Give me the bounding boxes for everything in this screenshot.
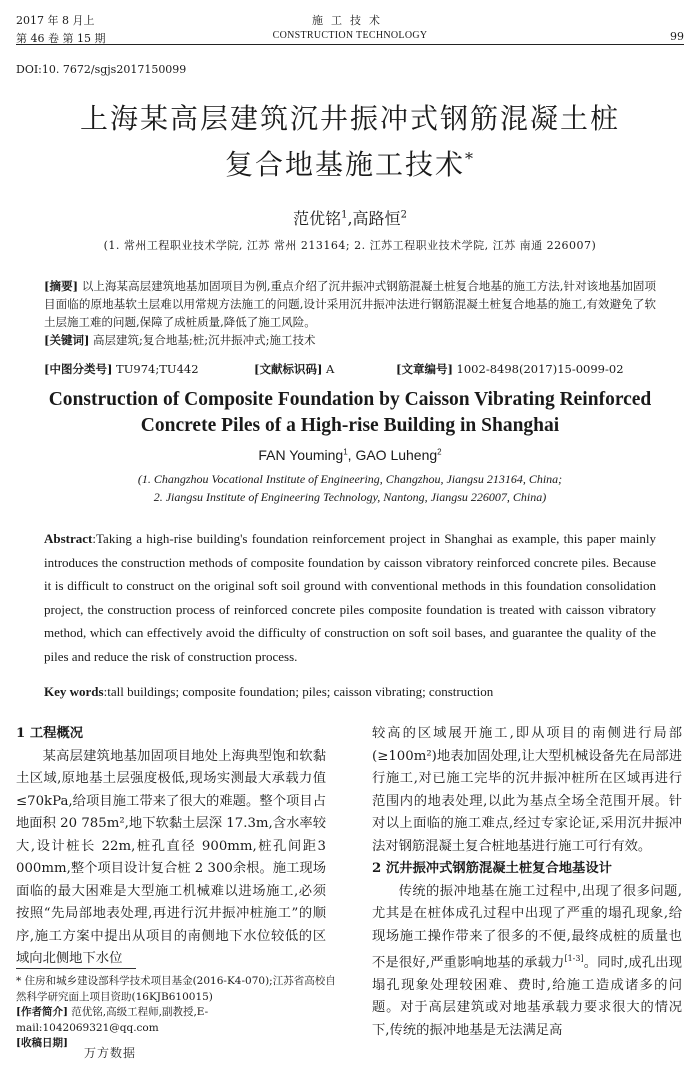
title-en-line2: Concrete Piles of a High-rise Building in Shanghai (140, 415, 560, 436)
author-affil-mark: 1 (341, 209, 348, 221)
section-2-paragraph (372, 881, 682, 1043)
clc-field (44, 361, 199, 377)
section-1-paragraph: 某高层建筑地基加固项目地处上海典型饱和软黏土区域,原地基土层强度极低,现场实测最大承载力值≤70kPa,给项目施工带来了很大的难题。整个项目占地面积 20 785m²,地下软黏土层深 17.3m,含水率较大,设计桩长 22m,桩孔直径 900mm,桩孔间距3 000mm,整个项目设计复合桩 2 300余根。施工现场面临的最大困难是大型施工机械难以进场施工,必须按照“先局部地表处理,再进行沉井振冲桩施工”的顺序,施工方案中提出从项目的南侧地下水位较低的区域向北侧地下水位 (16, 748, 326, 966)
affiliation-cn: (1. 常州工程职业技术学院, 江苏 常州 213164; 2. 江苏工程职业技术学院, 江苏 南通 226007) (103, 239, 597, 252)
section-2-text: 传统的振冲地基在施工过程中,出现了很多问题,尤其是在桩体成孔过程中出现了严重的塌孔现象,给现场施工操作带来了很多的不便,最终成桩的质量也不是很好,严重影响地基的承载力 (372, 883, 682, 971)
classification-row (44, 361, 656, 379)
keywords-en-label: Key words (44, 684, 104, 699)
author-name: 范优铭 (293, 209, 342, 228)
title-cn-line1: 上海某高层建筑沉井振冲式钢筋混凝土桩 (79, 102, 620, 135)
section-2-text: 。同时,成孔出现塌孔现象处理较困难、费时,给施工造成诸多的问题。对于高层建筑或对地基承载力要求很大的情况下,传统的振冲地基是无法满足高 (372, 955, 682, 1038)
fund-note: * 住房和城乡建设部科学技术项目基金(2016-K4-070);江苏省高校自然科学研究面上项目资助(16KJB610015) (16, 975, 336, 1003)
page-number: 99 (670, 30, 684, 43)
doc-code-field (254, 361, 334, 377)
affiliation-en (0, 470, 700, 506)
section-1-heading: 1 工程概况 (16, 726, 84, 741)
header-rule (16, 44, 684, 45)
body-column-right (372, 723, 682, 1042)
author-affil-mark: 2 (437, 447, 442, 457)
abstract-en-text: Taking a high-rise building's foundation reinforcement project in Shanghai as example, this paper mainly introduces the construction methods of composite foundation by caisson vibratory reinforced concrete piles. Because it is difficult to construct on the original soft soil ground with conventional methods in this foundation consolidation project, the construction process of reinforced concrete piles composite foundation is treated with caisson vibratory method, which can effectively avoid the difficulty of construction on soft soil bases, and guarantee the quality of the piles and reduce the risk of construction process. (44, 531, 656, 664)
received-date-label: [收稿日期] (16, 1037, 68, 1049)
title-en (30, 387, 670, 439)
authors-cn (0, 206, 700, 229)
author-separator: , (347, 209, 353, 228)
issue-date: 2017 年 8 月上 (16, 14, 95, 27)
keywords-cn-label: [关键词] (44, 333, 90, 347)
body-column-left (16, 723, 326, 971)
journal-title-cn: 施工技术 (312, 14, 388, 27)
abstract-en-label: Abstract (44, 531, 93, 546)
title-cn-line2: 复合地基施工技术 (224, 148, 465, 181)
clc-value: TU974;TU442 (116, 362, 199, 376)
author-separator: , (347, 447, 356, 463)
affiliation-en-line1: (1. Changzhou Vocational Institute of Engineering, Changzhou, Jiangsu 213164, China; (137, 472, 563, 486)
citation-ref[interactable]: [1-3] (564, 954, 584, 963)
title-en-line1: Construction of Composite Foundation by Caisson Vibrating Reinforced (48, 389, 652, 410)
doc-code-value: A (326, 362, 335, 376)
author-name: 高路恒 (352, 209, 401, 228)
authors-en (0, 447, 700, 463)
author-affil-mark: 1 (343, 447, 348, 457)
doi[interactable]: DOI:10. 7672/sgjs2017150099 (16, 63, 187, 76)
author-name-en: GAO Luheng (355, 447, 438, 463)
author-name-en: FAN Youming (258, 447, 344, 463)
article-number-label: [文章编号] (396, 362, 453, 376)
section-2-heading: 2 沉井振冲式钢筋混凝土桩复合地基设计 (372, 861, 612, 876)
doc-code-label: [文献标识码] (254, 362, 323, 376)
abstract-cn (44, 277, 656, 349)
author-bio: 范优铭,高级工程师,副教授,E-mail:1042069321@qq.com (16, 1006, 209, 1034)
title-cn (0, 96, 700, 188)
keywords-cn-text: 高层建筑;复合地基;桩;沉井振冲式;施工技术 (93, 333, 316, 347)
affiliation-en-line2: 2. Jiangsu Institute of Engineering Technology, Nantong, Jiangsu 226007, China) (153, 490, 547, 504)
footnotes (16, 974, 336, 1052)
article-number-value: 1002-8498(2017)15-0099-02 (456, 362, 624, 376)
author-bio-label: [作者简介] (16, 1006, 68, 1018)
keywords-en: Key words:tall buildings; composite foundation; piles; caisson vibrating; construction (44, 684, 494, 699)
watermark: 万方数据 (84, 1046, 137, 1060)
keywords-en-text: tall buildings; composite foundation; piles; caisson vibrating; construction (107, 684, 494, 699)
author-affil-mark: 2 (400, 209, 407, 221)
title-fund-mark: * (465, 149, 475, 168)
abstract-cn-label: [摘要] (44, 279, 79, 293)
article-number-field (396, 361, 624, 377)
abstract-cn-text: 以上海某高层建筑地基加固项目为例,重点介绍了沉井振冲式钢筋混凝土桩复合地基的施工方法,针对该地基加固项目面临的原地基软土层难以用常规方法施工的问题,设计采用沉井振冲法进行钢筋混凝土桩复合地基的施工,有效避免了软土层施工难的问题,保障了成桩质量,降低了施工风险。 (44, 279, 657, 329)
abstract-en: Abstract:Taking a high-rise building's foundation reinforcement project in Shanghai as example, this paper mainly introduces the construction methods of composite foundation by caisson vibratory reinforced concrete piles. Because it is difficult to construct on the original soft soil ground with conventional methods in this foundation consolidation project, the construction process of reinforced concrete piles composite foundation is treated with caisson vibratory method, which can effectively avoid the difficulty of construction on soft soil bases, and guarantee the quality of the piles and reduce the risk of construction process. (44, 531, 656, 664)
journal-title-en: CONSTRUCTION TECHNOLOGY (272, 30, 428, 41)
footnote-rule (16, 968, 136, 969)
section-1-continued: 较高的区域展开施工,即从项目的南侧进行局部(≥100m²)地表加固处理,让大型机械设备先在局部进行施工,对已施工完毕的沉井振冲桩所在区域再进行范围内的地表处理,以此为基点全场全范围开展。针对以上面临的施工难点,经过专家论证,采用沉井振冲法对钢筋混凝土复合桩地基进行施工可行有效。 (372, 726, 682, 854)
issue-volume: 第 46 卷 第 15 期 (16, 32, 106, 45)
clc-label: [中图分类号] (44, 362, 113, 376)
